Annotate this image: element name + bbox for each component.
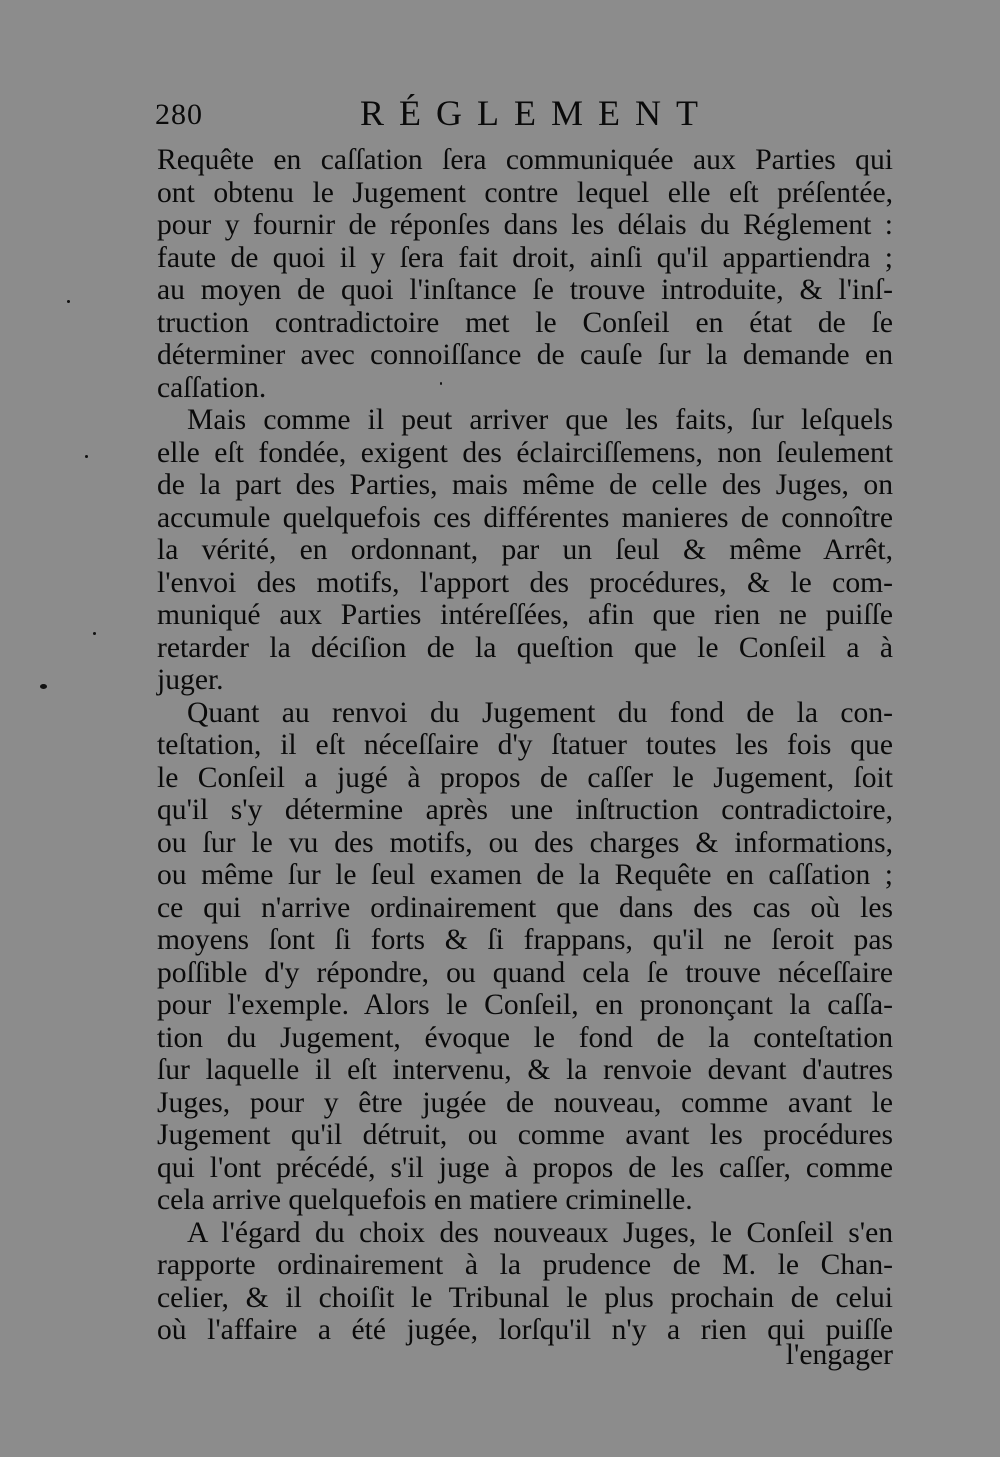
text-line: accumule quelquefois ces différentes manieres de connoître xyxy=(157,501,893,534)
text-line: de la part des Parties, mais même de celle des Juges, on xyxy=(157,469,893,501)
scan-speck xyxy=(85,455,88,458)
scan-speck xyxy=(40,684,47,689)
text-line: juger. xyxy=(157,664,224,696)
text-line: ou même ſur le ſeul examen de la Requête en caſſation ; xyxy=(157,859,893,891)
text-line: caſſation. xyxy=(157,371,267,404)
text-line: pour l'exemple. Alors le Conſeil, en prononçant la caſſa- xyxy=(157,989,893,1021)
text-line: faute de quoi il y ſera fait droit, ainſi qu'il appartiendra ; xyxy=(157,241,893,274)
scan-speck xyxy=(67,300,70,303)
text-line: moyens ſont ſi forts & ſi frappans, qu'il ne ſeroit pas xyxy=(157,924,893,956)
body-text xyxy=(157,144,893,1347)
scan-speck xyxy=(440,382,442,385)
text-line: qui l'ont précédé, s'il juge à propos de les caſſer, comme xyxy=(157,1151,893,1184)
text-line: qu'il s'y détermine après une inſtruction contradictoire, xyxy=(157,794,893,826)
text-line: elle eſt fondée, exigent des éclairciſſemens, non ſeulement xyxy=(157,436,893,469)
text-line: muniqué aux Parties intéreſſées, afin que rien ne puiſſe xyxy=(157,599,893,631)
text-line: Juges, pour y être jugée de nouveau, comme avant le xyxy=(157,1086,893,1119)
text-line: Jugement qu'il détruit, ou comme avant les procédures xyxy=(157,1119,893,1151)
text-line: ſur laquelle il eſt intervenu, & la renvoie devant d'autres xyxy=(157,1054,893,1086)
text-line: le Conſeil a jugé à propos de caſſer le Jugement, ſoit xyxy=(157,761,893,794)
text-line: teſtation, il eſt néceſſaire d'y ſtatuer toutes les fois que xyxy=(157,729,893,761)
page-header xyxy=(155,92,895,142)
text-line: retarder la déciſion de la queſtion que le Conſeil a à xyxy=(157,631,893,664)
text-line: A l'égard du choix des nouveaux Juges, le Conſeil s'en xyxy=(187,1216,893,1249)
text-line: tion du Jugement, évoque le fond de la conteſtation xyxy=(157,1021,893,1054)
text-line: Mais comme il peut arriver que les faits, ſur leſquels xyxy=(187,404,893,436)
text-line: Quant au renvoi du Jugement du fond de la con- xyxy=(187,696,893,729)
text-line: Requête en caſſation ſera communiquée aux Parties qui xyxy=(157,144,893,176)
text-line: cela arrive quelquefois en matiere criminelle. xyxy=(157,1184,693,1216)
text-line: ou ſur le vu des motifs, ou des charges & informations, xyxy=(157,826,893,859)
text-line: ont obtenu le Jugement contre lequel elle eſt préſentée, xyxy=(157,176,893,209)
text-line: l'envoi des motifs, l'apport des procédures, & le com- xyxy=(157,566,893,599)
text-line: ce qui n'arrive ordinairement que dans des cas où les xyxy=(157,891,893,924)
text-line: au moyen de quoi l'inſtance ſe trouve introduite, & l'inſ- xyxy=(157,274,893,306)
text-line: la vérité, en ordonnant, par un ſeul & même Arrêt, xyxy=(157,534,893,566)
text-line: pour y fournir de réponſes dans les délais du Réglement : xyxy=(157,209,893,241)
text-line: celier, & il choiſit le Tribunal le plus prochain de celui xyxy=(157,1281,893,1314)
text-line: rapporte ordinairement à la prudence de M. le Chan- xyxy=(157,1249,893,1281)
scan-speck xyxy=(93,632,96,635)
catchword: l'engager xyxy=(785,1339,893,1371)
text-line: où l'affaire a été jugée, lorſqu'il n'y a rien qui puiſſe xyxy=(157,1314,893,1346)
text-line: poſſible d'y répondre, ou quand cela ſe trouve néceſſaire xyxy=(157,956,893,989)
text-line: truction contradictoire met le Conſeil en état de ſe xyxy=(157,306,893,339)
running-title: RÉGLEMENT xyxy=(360,93,713,133)
page-number: 280 xyxy=(155,98,203,131)
text-line: déterminer avec connoiſſance de cauſe ſur la demande en xyxy=(157,339,893,371)
